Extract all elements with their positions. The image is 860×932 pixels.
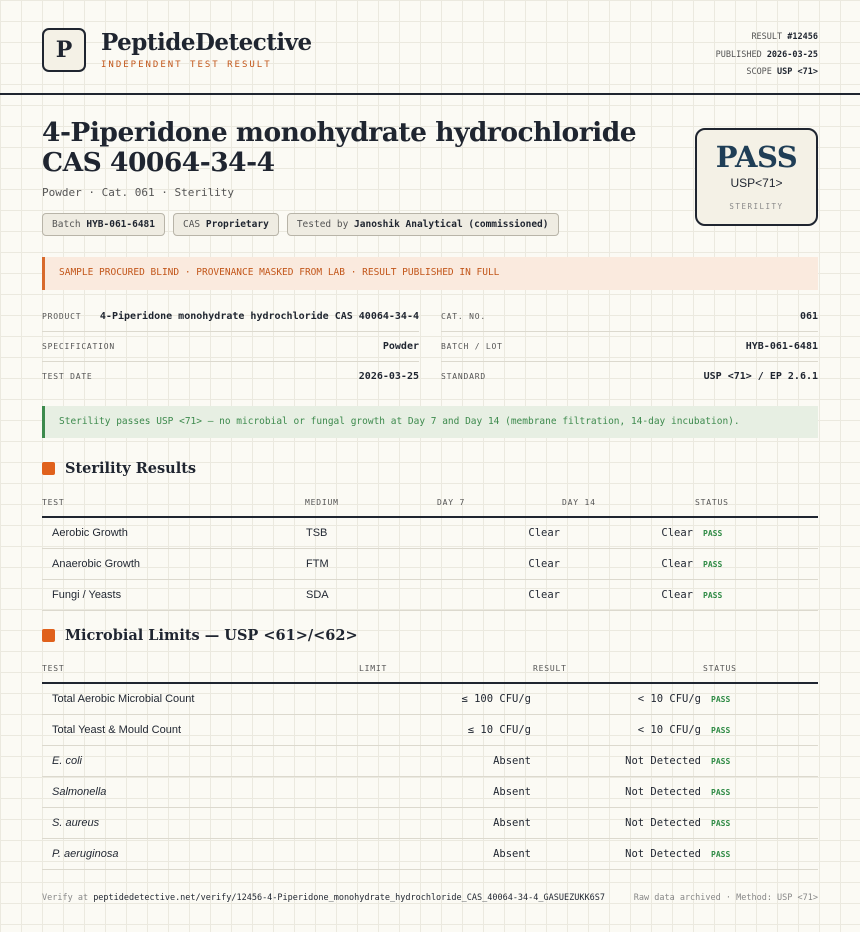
brand-tagline: INDEPENDENT TEST RESULT: [101, 60, 272, 70]
sterility-table: [42, 489, 818, 611]
col-header: STATUS: [703, 655, 818, 683]
meta-scope: SCOPE USP <71>: [746, 67, 818, 77]
col-header: TEST: [42, 489, 305, 517]
status-badge: PASS: [695, 580, 818, 611]
chip-batch: Batch HYB-061-6481: [42, 213, 165, 236]
status-badge: PASS: [703, 746, 818, 777]
section-marker-icon: [42, 629, 55, 642]
section-marker-icon: [42, 462, 55, 475]
info-row: SPECIFICATION Powder: [42, 332, 419, 362]
table-row: Total Aerobic Microbial Count ≤ 100 CFU/g < 10 CFU/g PASS: [42, 683, 818, 715]
col-header: DAY 14: [562, 489, 695, 517]
table-row: Salmonella Absent Not Detected PASS: [42, 777, 818, 808]
status-badge: PASS: [695, 549, 818, 580]
microbial-table: [42, 655, 818, 870]
col-header: RESULT: [533, 655, 703, 683]
info-row: STANDARD USP <71> / EP 2.6.1: [441, 371, 818, 382]
table-row: Total Yeast & Mould Count ≤ 10 CFU/g < 10 CFU/g PASS: [42, 715, 818, 746]
status-badge: PASS: [703, 715, 818, 746]
report-header: [0, 0, 860, 95]
table-row: Aerobic Growth TSB Clear Clear PASS: [42, 517, 818, 549]
col-header: LIMIT: [359, 655, 533, 683]
status-badge: PASS: [695, 517, 818, 549]
meta-published: PUBLISHED 2026-03-25: [715, 49, 818, 60]
section-microbial: [42, 627, 358, 644]
archive-note: Raw data archived · Method: USP <71>: [633, 893, 818, 903]
verify-link[interactable]: peptidedetective.net/verify/12456-4-Piperidone_monohydrate_hydrochloride_CAS_40064-34-4_GASUEZUKK6S7: [93, 893, 605, 903]
status-badge: PASS: [703, 683, 818, 715]
brand-name: PeptideDetective: [101, 29, 312, 56]
col-header: TEST: [42, 655, 359, 683]
info-row: TEST DATE 2026-03-25: [42, 371, 419, 382]
chip-tested-by: Tested by Janoshik Analytical (commissioned): [287, 213, 559, 236]
table-row: Anaerobic Growth FTM Clear Clear PASS: [42, 549, 818, 580]
report-meta: [716, 29, 818, 82]
report-footer: [42, 893, 818, 903]
verdict-stamp: [695, 128, 818, 226]
verify-line: Verify at peptidedetective.net/verify/12456-4-Piperidone_monohydrate_hydrochloride_CAS_40064-34-4_GASUEZUKK6S7: [42, 893, 605, 903]
procurement-banner: SAMPLE PROCURED BLIND · PROVENANCE MASKED FROM LAB · RESULT PUBLISHED IN FULL: [42, 257, 818, 290]
meta-result: RESULT #12456: [751, 32, 818, 42]
col-header: MEDIUM: [305, 489, 437, 517]
logo-mark: P: [42, 28, 86, 72]
info-row: CAT. NO. 061: [441, 302, 818, 332]
info-row: PRODUCT 4-Piperidone monohydrate hydrochloride CAS 40064-34-4: [42, 302, 419, 332]
summary-note: Sterility passes USP <71> — no microbial or fungal growth at Day 7 and Day 14 (membrane filtration, 14-day incubation).: [42, 406, 818, 438]
section-title: Sterility Results: [65, 460, 197, 477]
product-subtitle: Powder · Cat. 061 · Sterility: [42, 186, 235, 199]
info-grid-left: [42, 302, 419, 391]
verdict-result: PASS: [715, 140, 798, 174]
info-row: BATCH / LOT HYB-061-6481: [441, 332, 818, 362]
info-grid-right: [441, 302, 818, 391]
table-row: E. coli Absent Not Detected PASS: [42, 746, 818, 777]
product-chips: [42, 213, 559, 236]
status-badge: PASS: [703, 839, 818, 870]
status-badge: PASS: [703, 777, 818, 808]
section-title: Microbial Limits — USP <61>/<62>: [65, 627, 358, 644]
chip-cas: CAS Proprietary: [173, 213, 279, 236]
verdict-standard: USP<71>: [730, 176, 783, 190]
table-row: S. aureus Absent Not Detected PASS: [42, 808, 818, 839]
col-header: DAY 7: [437, 489, 562, 517]
section-sterility: [42, 460, 196, 477]
status-badge: PASS: [703, 808, 818, 839]
product-title: 4-Piperidone monohydrate hydrochloride CAS 40064-34-4: [42, 117, 637, 178]
table-row: Fungi / Yeasts SDA Clear Clear PASS: [42, 580, 818, 611]
table-row: P. aeruginosa Absent Not Detected PASS: [42, 839, 818, 870]
verdict-category: STERILITY: [729, 202, 784, 211]
col-header: STATUS: [695, 489, 818, 517]
